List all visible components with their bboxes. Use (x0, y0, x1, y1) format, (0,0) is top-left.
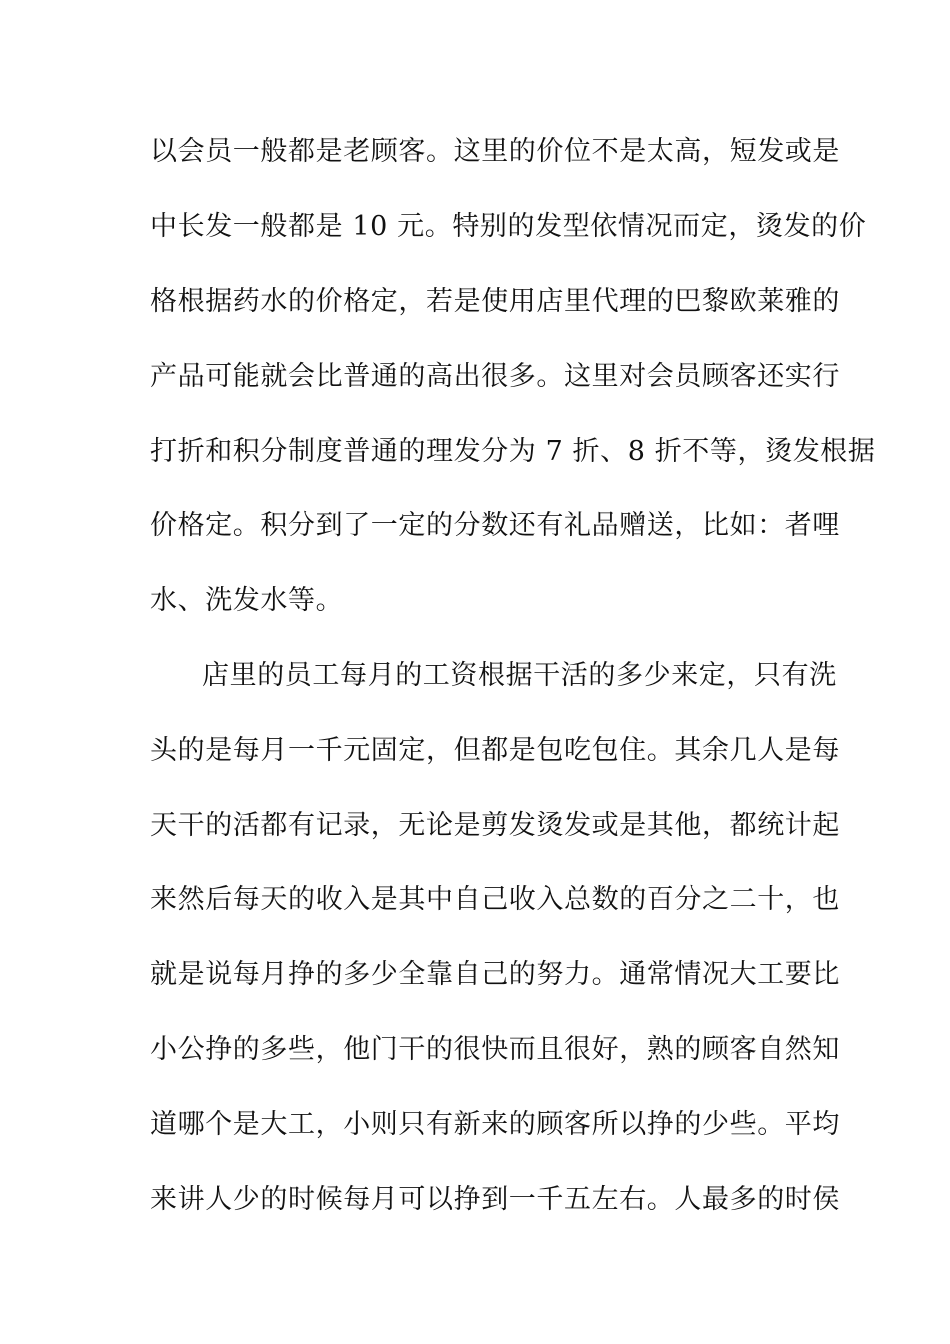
text-line: 头的是每月一千元固定，但都是包吃包住。其余几人是每 (150, 735, 840, 766)
text-line: 价格定。积分到了一定的分数还有礼品赠送，比如：者哩 (150, 510, 840, 541)
paragraph-first-line: 店里的员工每月的工资根据干活的多少来定，只有洗 (202, 660, 837, 691)
text-line: 中长发一般都是 10 元。特别的发型依情况而定，烫发的价 (150, 211, 867, 242)
text-line: 格根据药水的价格定，若是使用店里代理的巴黎欧莱雅的 (150, 286, 840, 317)
text-line: 来讲人少的时候每月可以挣到一千五左右。人最多的时侯 (150, 1184, 840, 1215)
text-line: 以会员一般都是老顾客。这里的价位不是太高，短发或是 (150, 136, 840, 167)
text-line: 小公挣的多些，他门干的很快而且很好，熟的顾客自然知 (150, 1034, 840, 1065)
text-line: 道哪个是大工，小则只有新来的顾客所以挣的少些。平均 (150, 1109, 840, 1140)
text-line: 水、洗发水等。 (150, 585, 344, 616)
text-line: 产品可能就会比普通的高出很多。这里对会员顾客还实行 (150, 361, 840, 392)
text-line: 来然后每天的收入是其中自己收入总数的百分之二十，也 (150, 884, 840, 915)
text-line: 就是说每月挣的多少全靠自己的努力。通常情况大工要比 (150, 959, 840, 990)
text-line: 打折和积分制度普通的理发分为 7 折、8 折不等，烫发根据 (150, 436, 876, 467)
text-line: 天干的活都有记录，无论是剪发烫发或是其他，都统计起 (150, 810, 840, 841)
